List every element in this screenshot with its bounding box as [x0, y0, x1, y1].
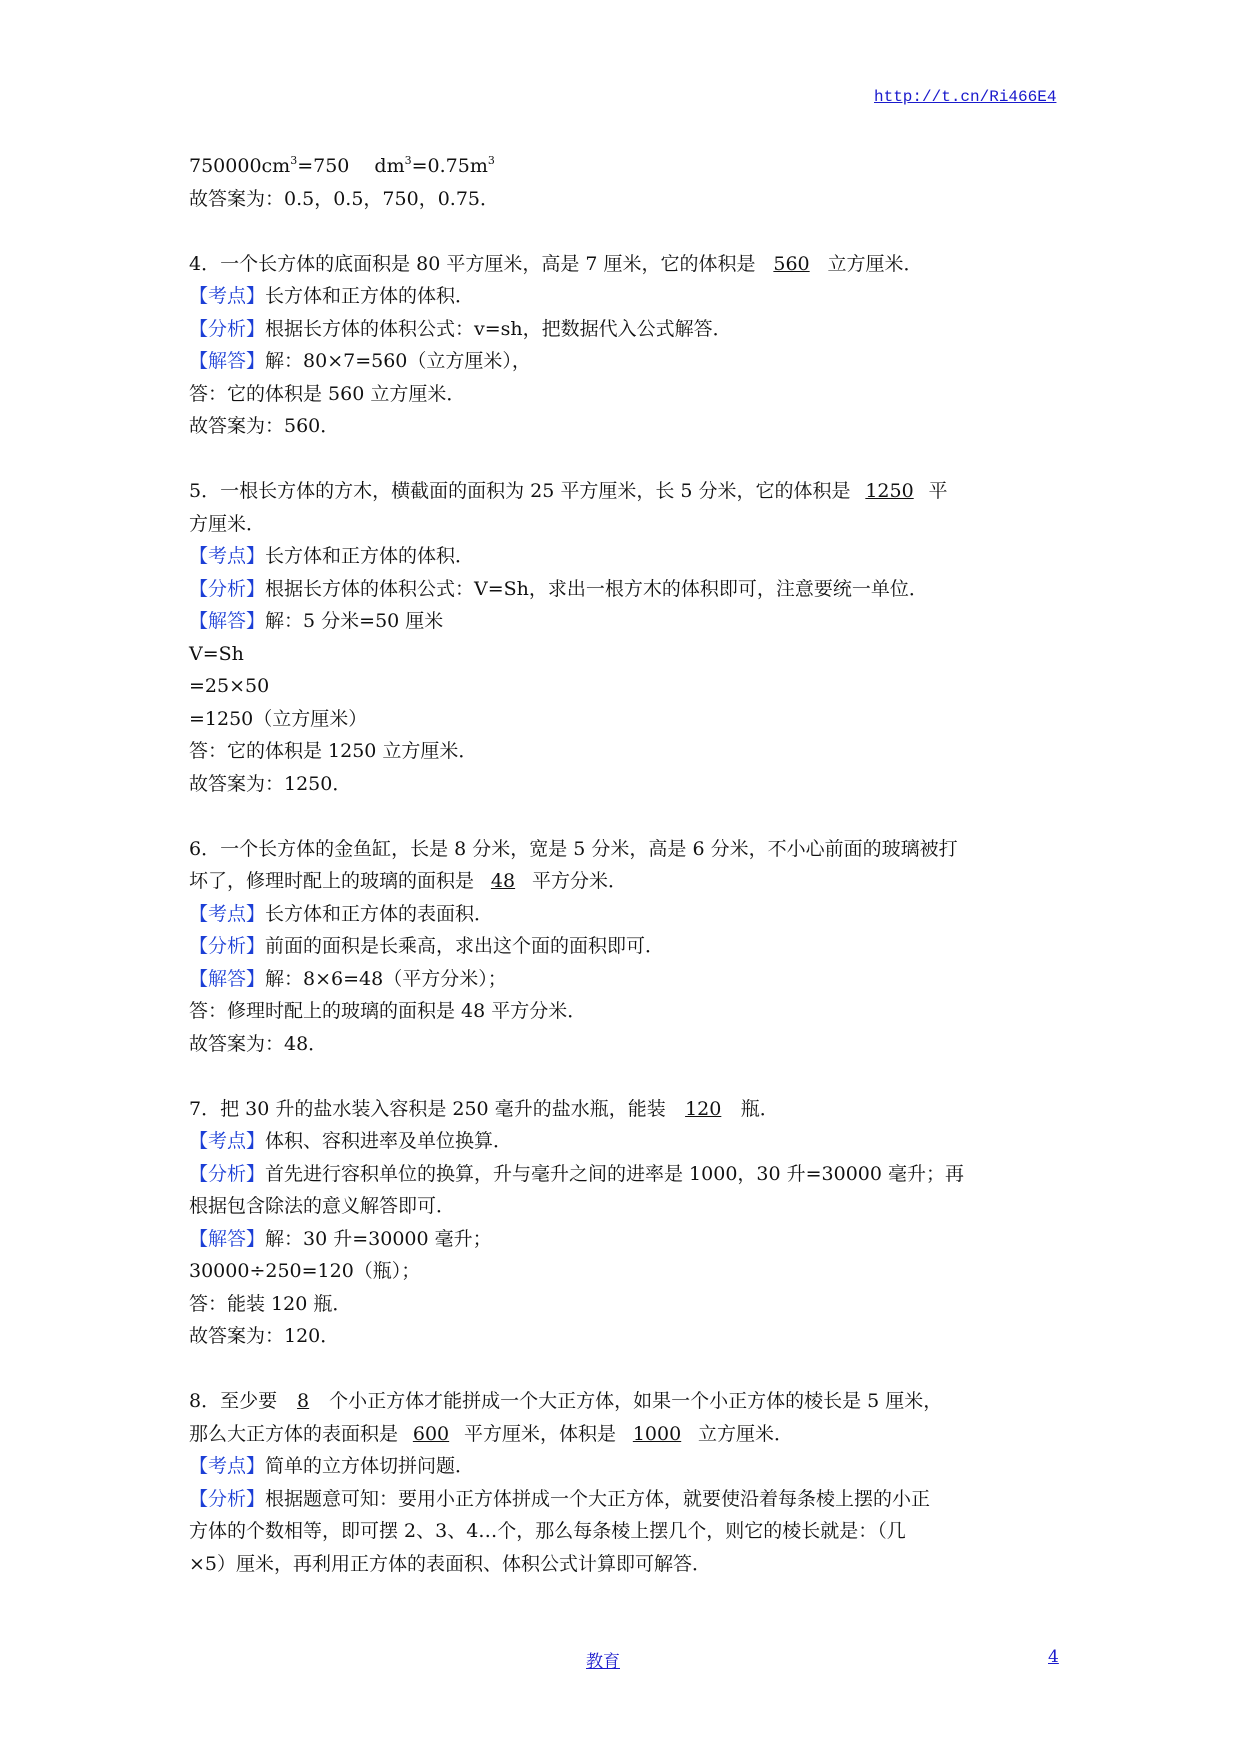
fenxi-tag: 【分析】: [189, 577, 266, 600]
answer-line: 答：它的体积是 1250 立方厘米．: [189, 740, 478, 762]
answer-blank: 1250: [865, 480, 914, 502]
answer-line: 答：能装 120 瓶．: [189, 1292, 352, 1315]
question-5-stem: 5．一根长方体的方木，横截面的面积为 25 平方厘米，长 5 分米，它的体积是 1250 平: [189, 475, 1059, 508]
jieda-tag: 【解答】: [189, 350, 266, 372]
answer-line: 故答案为：0.5，0.5，750，0.75．: [189, 187, 500, 210]
kaodian-line: 【考点】简单的立方体切拼问题．: [189, 1455, 475, 1477]
answer-blank: 1000: [632, 1422, 682, 1445]
jieda-line: 【解答】解：5 分米=50 厘米: [189, 610, 444, 632]
fenxi-line-cont: 根据包含除法的意义解答即可．: [189, 1195, 456, 1217]
fenxi-line: 【分析】根据题意可知：要用小正方体拼成一个大正方体，就要使沿着每条棱上摆的小正: [189, 1487, 931, 1510]
fenxi-tag: 【分析】: [189, 935, 266, 957]
answer-line: 故答案为：1250．: [189, 772, 352, 795]
question-8-stem-cont: 那么大正方体的表面积是 600 平方厘米，体积是 1000 立方厘米．: [189, 1418, 1059, 1451]
page-number[interactable]: 4: [1048, 1647, 1059, 1667]
fenxi-line: 【分析】根据长方体的体积公式：v=sh，把数据代入公式解答．: [189, 317, 732, 340]
fenxi-line: 【分析】根据长方体的体积公式：V=Sh，求出一根方木的体积即可，注意要统一单位．: [189, 577, 928, 600]
kaodian-line: 【考点】长方体和正方体的体积．: [189, 285, 475, 307]
fenxi-line-cont: 方体的个数相等，即可摆 2、3、4…个，那么每条棱上摆几个，则它的棱长就是：（几: [189, 1520, 906, 1542]
answer-blank: 560: [773, 252, 810, 275]
kaodian-line: 【考点】长方体和正方体的体积．: [189, 545, 475, 567]
jieda-line: 【解答】解：80×7=560（立方厘米），: [189, 350, 531, 372]
question-8-stem: 8．至少要 8 个小正方体才能拼成一个大正方体，如果一个小正方体的棱长是 5 厘米，: [189, 1385, 1059, 1418]
answer-blank: 600: [412, 1422, 450, 1445]
kaodian-tag: 【考点】: [189, 545, 266, 567]
kaodian-tag: 【考点】: [189, 902, 266, 925]
fenxi-tag: 【分析】: [189, 1487, 266, 1510]
solution-line: V=Sh: [189, 642, 244, 665]
jieda-line: 【解答】解：30 升=30000 毫升；: [189, 1227, 492, 1250]
fenxi-line-cont: ×5）厘米，再利用正方体的表面积、体积公式计算即可解答．: [189, 1552, 712, 1575]
answer-line: 故答案为：48．: [189, 1032, 328, 1055]
fenxi-line: 【分析】首先进行容积单位的换算，升与毫升之间的进率是 1000，30 升=30000 毫升；再: [189, 1162, 965, 1185]
kaodian-tag: 【考点】: [189, 1130, 266, 1152]
solution-line: 30000÷250=120（瓶）；: [189, 1260, 421, 1282]
answer-blank: 8: [297, 1390, 310, 1412]
fenxi-line: 【分析】前面的面积是长乘高，求出这个面的面积即可．: [189, 935, 665, 957]
fenxi-tag: 【分析】: [189, 317, 266, 340]
jieda-tag: 【解答】: [189, 1227, 266, 1250]
answer-line: 答：修理时配上的玻璃的面积是 48 平方分米．: [189, 1000, 587, 1022]
fenxi-tag: 【分析】: [189, 1162, 266, 1185]
document-body: [189, 150, 1059, 1580]
question-4-stem: 4．一个长方体的底面积是 80 平方厘米，高是 7 厘米，它的体积是 560 立方厘米．: [189, 248, 1059, 281]
kaodian-tag: 【考点】: [189, 1455, 266, 1477]
question-6-stem: 6．一个长方体的金鱼缸，长是 8 分米，宽是 5 分米，高是 6 分米，不小心前面的玻璃被打: [189, 837, 958, 860]
solution-line: =1250（立方厘米）: [189, 707, 368, 730]
footer-link[interactable]: 教育: [586, 1652, 620, 1672]
question-5-stem-cont: 方厘米．: [189, 512, 266, 535]
question-6-stem-cont: 坏了，修理时配上的玻璃的面积是 48 平方分米．: [189, 865, 1059, 898]
answer-line: 答：它的体积是 560 立方厘米．: [189, 382, 466, 405]
header-link[interactable]: http://t.cn/Ri466E4: [874, 88, 1057, 106]
answer-line: 故答案为：560．: [189, 415, 340, 437]
kaodian-line: 【考点】体积、容积进率及单位换算．: [189, 1130, 513, 1152]
kaodian-tag: 【考点】: [189, 285, 266, 307]
jieda-line: 【解答】解：8×6=48（平方分米）；: [189, 967, 507, 990]
kaodian-line: 【考点】长方体和正方体的表面积．: [189, 902, 494, 925]
solution-line: =25×50: [189, 675, 270, 697]
question-7-stem: 7．把 30 升的盐水装入容积是 250 毫升的盐水瓶，能装 120 瓶．: [189, 1093, 1059, 1126]
answer-blank: 48: [490, 870, 516, 892]
jieda-tag: 【解答】: [189, 610, 266, 632]
conversion-line: $750000cm^3=750$ $dm^3=0.75m^3$: [189, 154, 495, 177]
answer-line: 故答案为：120．: [189, 1325, 340, 1347]
answer-blank: 120: [685, 1097, 722, 1120]
jieda-tag: 【解答】: [189, 967, 266, 990]
